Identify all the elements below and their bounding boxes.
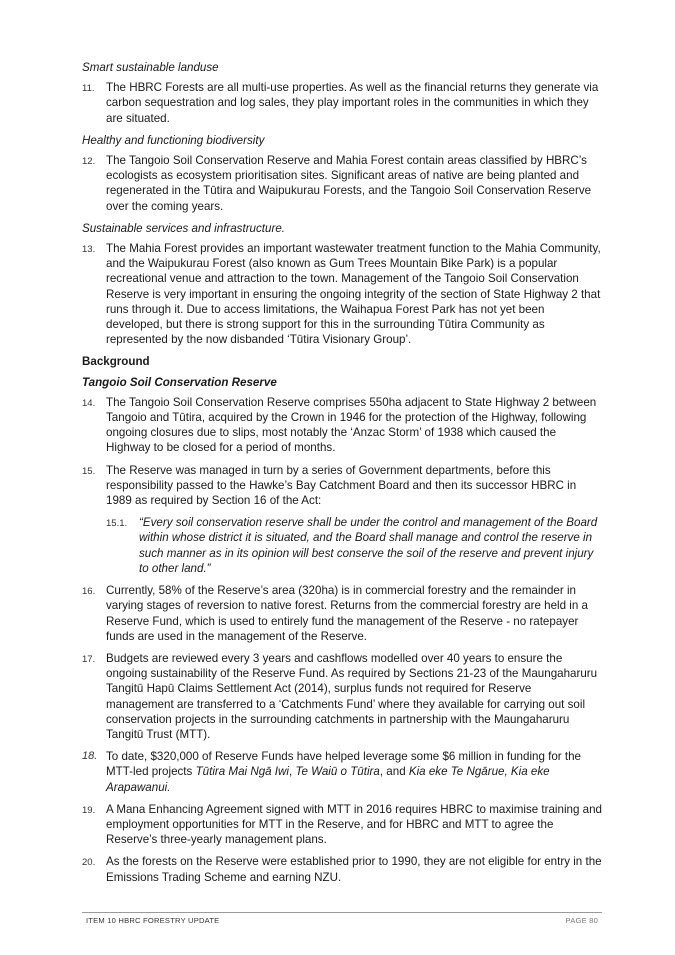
paragraph-number: 15.1. — [106, 518, 128, 530]
paragraph-16 — [82, 583, 602, 644]
paragraph-17 — [82, 651, 602, 742]
paragraph-15-1-quote — [82, 515, 602, 576]
heading-biodiversity: Healthy and functioning biodiversity — [82, 133, 265, 147]
paragraph-number: 12. — [82, 156, 96, 168]
paragraph-14 — [82, 395, 602, 456]
paragraph-number: 16. — [82, 586, 96, 598]
heading-smart-sustainable-landuse: Smart sustainable landuse — [82, 61, 219, 74]
paragraph-19 — [82, 802, 602, 848]
paragraph-text: A Mana Enhancing Agreement signed with MTT in 2016 requires HBRC to maximise training and employment opportunities for MTT in the Reserve, and for HBRC and MTT to agree the Reserve’s three-yearly management plans. — [106, 802, 602, 847]
footer-page-number: PAGE 80 — [565, 916, 598, 925]
paragraph-number: 17. — [82, 653, 96, 665]
paragraph-text: The Tangoio Soil Conservation Reserve and Mahia Forest contain areas classified by HBRC’s ecologists as ecosystem prioritisation sites. Significant areas of native are being planted and regenerated in the Tūtira and Waipukurau Forests, and the Tangoio Soil Conservation Reserve over the coming years. — [106, 154, 592, 213]
paragraph-number: 11. — [82, 83, 95, 95]
paragraph-13 — [82, 241, 602, 347]
paragraph-18 — [82, 749, 602, 795]
heading-background: Background — [82, 355, 150, 369]
paragraph-text: “Every soil conservation reserve shall be under the control and management of the Board within whose district it is situated, and the Board shall manage and control the reserve in such manner as in its opinion will best conserve the soil of the reserve and prevent injury to other land.” — [139, 516, 598, 575]
paragraph-text: The Tangoio Soil Conservation Reserve comprises 550ha adjacent to State Highway 2 between Tangoio and Tūtira, acquired by the Crown in 1946 for the protection of the Highway, following ongoing closures due to slips, most notably the ‘Anzac Storm’ of 1938 which caused the Highway to be closed for a period of months. — [106, 395, 597, 455]
paragraph-text: Currently, 58% of the Reserve’s area (320ha) is in commercial forestry and the remainder in varying stages of reversion to native forest. Returns from the commercial forestry are held in a Reserve Fund, which is used to entirely fund the management of the Reserve - no ratepayer funds are used in the management of the Reserve. — [106, 584, 588, 643]
paragraph-11 — [82, 80, 602, 126]
project-name-kia-eke: Kia eke Te Ngārue, Kia eke Arapawanui. — [106, 765, 550, 794]
heading-tangoio-reserve: Tangoio Soil Conservation Reserve — [82, 375, 277, 389]
paragraph-text-part: , — [288, 765, 296, 779]
project-name-tutira-mai: Tūtira Mai Ngā Iwi — [195, 765, 289, 779]
paragraph-text: The HBRC Forests are all multi-use properties. As well as the financial returns they generate via carbon sequestration and log sales, they play important roles in the communities in which they are situated. — [106, 81, 599, 125]
paragraph-12 — [82, 153, 602, 214]
paragraph-20 — [82, 854, 602, 884]
heading-services-infrastructure: Sustainable services and infrastructure. — [82, 221, 285, 235]
footer-item-title: ITEM 10 HBRC FORESTRY UPDATE — [86, 916, 220, 925]
paragraph-number: 14. — [82, 397, 96, 409]
paragraph-15 — [82, 463, 602, 509]
project-name-te-waiu: Te Waiū o Tūtira — [295, 765, 380, 779]
page-content — [82, 60, 602, 892]
paragraph-number: 15. — [82, 465, 96, 477]
paragraph-text-part: , and — [379, 765, 409, 779]
paragraph-number: 13. — [82, 244, 96, 256]
paragraph-number: 19. — [82, 804, 96, 816]
paragraph-text: Budgets are reviewed every 3 years and cashflows modelled over 40 years to ensure the ongoing sustainability of the Reserve Fund. As required by Sections 21-23 of the Maungaharuru Tangitū Hapū Claims Settlement Act (2014), surplus funds not required for Reserve management are transferred to a ‘Catchments Fund’ where they available for carrying out soil conservation projects in the surrounding catchments in partnership with the Maungaharuru Tangitū Trust (MTT). — [106, 651, 598, 741]
paragraph-text: The Mahia Forest provides an important wastewater treatment function to the Mahia Community, and the Waipukurau Forest (also known as Gum Trees Mountain Bike Park) is a popular recreational venue and attraction to the town. Management of the Tangoio Soil Conservation Reserve is very important in ensuring the ongoing integrity of the section of State Highway 2 that runs through it. Due to access limitations, the Waihapua Forest Park has not yet been developed, but there is strong support for this in the surrounding Tūtira Community as represented by the now disbanded ‘Tūtira Visionary Group’. — [106, 242, 601, 347]
paragraph-text: The Reserve was managed in turn by a series of Government departments, before this responsibility passed to the Hawke’s Bay Catchment Board and then its successor HBRC in 1989 as required by Section 16 of the Act: — [106, 463, 577, 508]
paragraph-number: 18. — [82, 750, 98, 763]
paragraph-text: As the forests on the Reserve were established prior to 1990, they are not eligible for entry in the Emissions Trading Scheme and earning NZU. — [106, 855, 602, 884]
paragraph-number: 20. — [82, 857, 96, 869]
paragraph-text-part: To date, $320,000 of Reserve Funds have helped leverage some $6 million in funding for the MTT-led projects — [106, 750, 582, 779]
footer-divider — [82, 912, 602, 913]
